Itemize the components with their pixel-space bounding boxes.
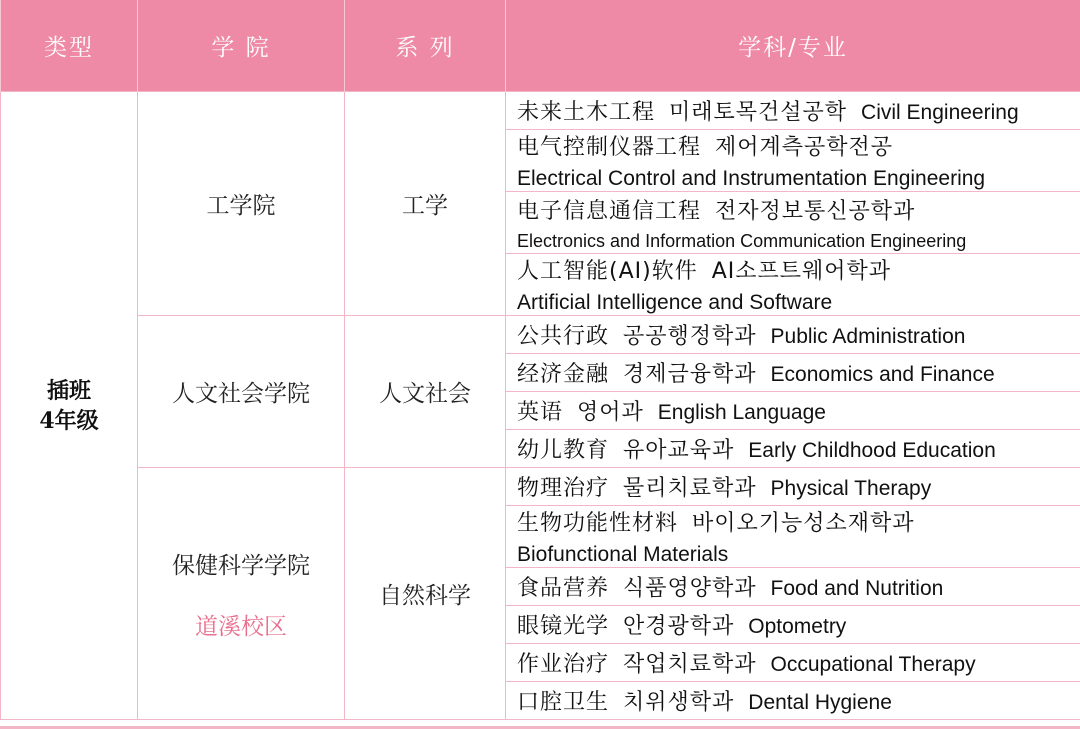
major-name-cn: 公共行政 [517,324,610,349]
type-label-line1: 插班 [46,377,91,404]
campus-label: 道溪校区 [195,613,287,640]
major-name-kr: 바이오기능성소재학과 [692,511,915,536]
major-name-kr: 안경광학과 [623,614,735,639]
department-cell: 人文社会 [345,316,506,468]
table-row [1,468,1080,506]
major-cell [506,506,1080,568]
college-cell: 工学院 [138,92,345,316]
major-cell [506,254,1080,316]
major-name-en: English Language [657,401,826,424]
major-name-en: Early Childhood Education [748,439,996,462]
major-name-en: Electronics and Information Communication Engineering [517,230,967,251]
major-cell [506,392,1080,430]
major-name-kr: 유아교육과 [623,438,735,463]
major-cell [506,644,1080,682]
college-name: 保健科学学院 [172,552,310,579]
major-name-en: Physical Therapy [770,477,932,500]
header-college: 学 院 [138,0,345,92]
major-name-en: Optometry [748,615,847,638]
major-name-kr: 미래토목건설공학 [669,100,848,125]
major-name-kr: 전자정보통신공학과 [715,198,916,224]
major-name-kr: 제어계측공학전공 [715,135,894,160]
major-name-cn: 英语 [517,400,564,425]
type-label-line2: 4年级 [39,407,99,434]
major-name-en: Public Administration [770,325,966,348]
major-name-cn: 生物功能性材料 [517,511,679,536]
major-cell [506,430,1080,468]
major-name-cn: 作业治疗 [517,652,610,677]
major-name-kr: 식품영양학과 [623,576,757,601]
major-name-en: Electrical Control and Instrumentation Engineering [517,167,986,190]
major-name-cn: 电气控制仪器工程 [517,135,702,160]
major-name-en: Artificial Intelligence and Software [517,291,833,314]
major-name-kr: AI소프트웨어학과 [711,259,892,284]
major-name-kr: 경제금융학과 [623,362,757,387]
major-name-en: Food and Nutrition [770,577,944,600]
major-name-cn: 口腔卫生 [517,690,610,715]
major-name-cn: 人工智能(AI)软件 [517,259,698,284]
major-cell [506,130,1080,192]
major-cell [506,606,1080,644]
department-cell: 自然科学 [345,468,506,720]
major-name-kr: 공공행정학과 [623,324,757,349]
major-name-cn: 食品营养 [517,576,610,601]
major-name-en: Civil Engineering [861,101,1019,124]
major-name-cn: 幼儿教育 [517,438,610,463]
major-name-en: Biofunctional Materials [517,543,729,566]
header-major: 学科/专业 [506,0,1080,92]
major-cell [506,192,1080,254]
header-type: 类型 [1,0,138,92]
major-name-kr: 영어과 [577,400,644,425]
major-name-cn: 眼镜光学 [517,614,610,639]
major-name-en: Dental Hygiene [748,691,892,714]
major-name-en: Occupational Therapy [770,653,976,676]
college-cell: 人文社会学院 [138,316,345,468]
major-name-cn: 电子信息通信工程 [517,198,702,224]
header-row [1,0,1080,92]
department-cell: 工学 [345,92,506,316]
major-cell [506,568,1080,606]
major-name-cn: 物理治疗 [517,476,610,501]
header-department: 系 列 [345,0,506,92]
table-row [1,92,1080,130]
college-cell [138,468,345,720]
major-name-cn: 经济金融 [517,362,610,387]
major-cell [506,316,1080,354]
table-row [1,316,1080,354]
major-name-kr: 작업치료학과 [623,652,757,677]
major-cell [506,682,1080,720]
major-name-cn: 未来土木工程 [517,100,656,125]
major-name-kr: 치위생학과 [623,690,735,715]
major-cell [506,468,1080,506]
major-cell [506,354,1080,392]
major-name-en: Economics and Finance [770,363,995,386]
type-cell [1,92,138,720]
major-cell [506,92,1080,130]
major-name-kr: 물리치료학과 [623,476,757,501]
